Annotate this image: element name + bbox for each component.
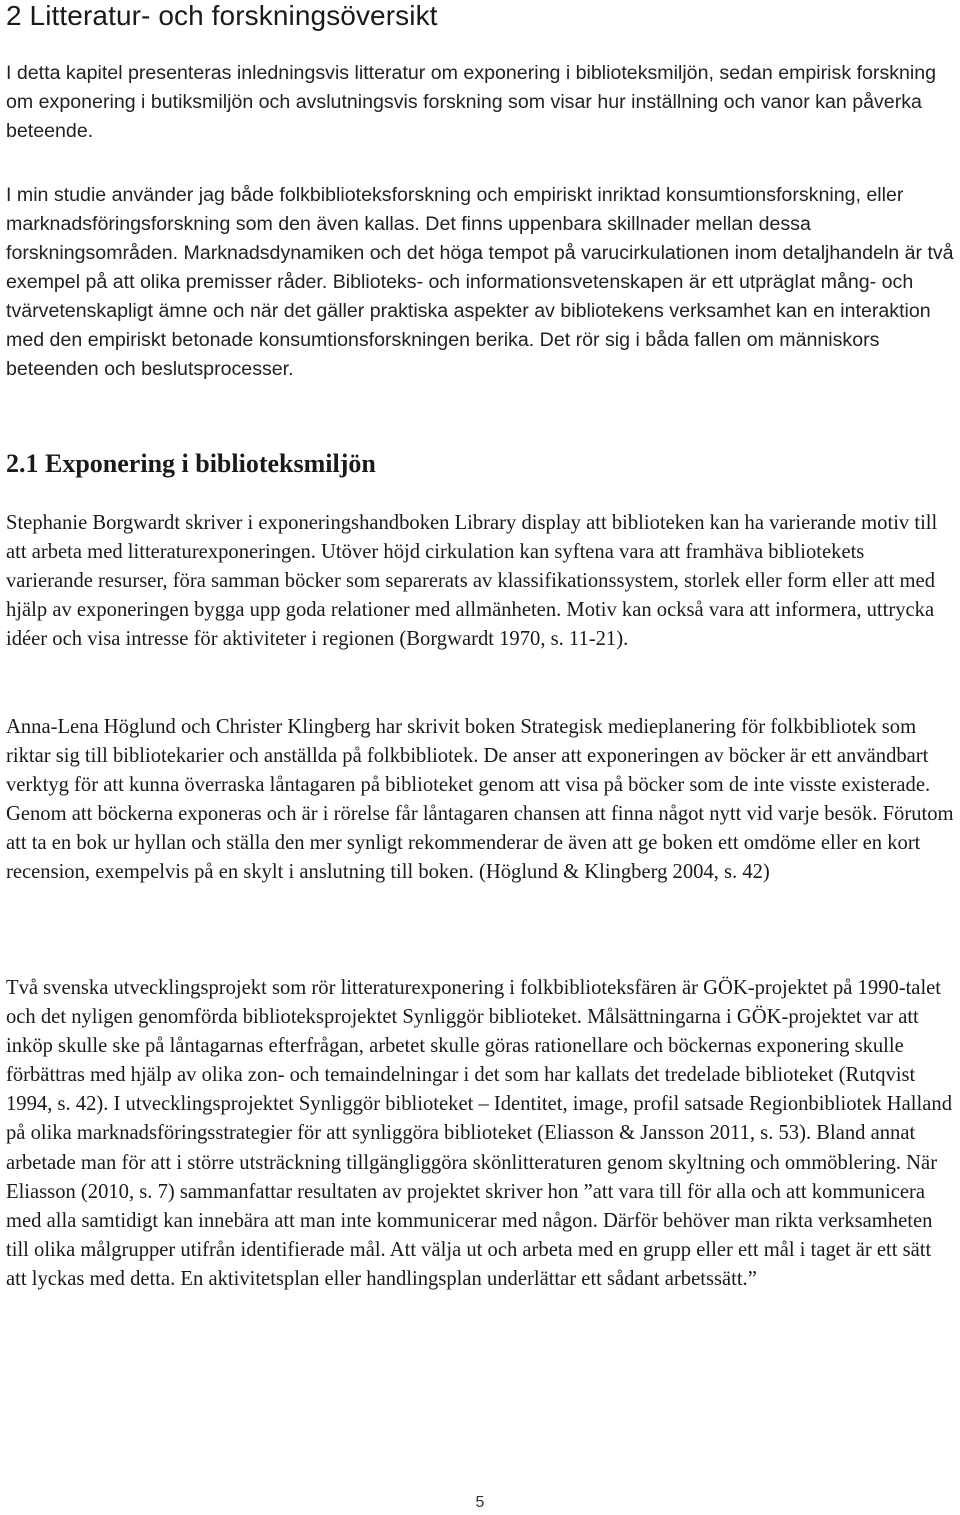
section-title: 2.1 Exponering i biblioteksmiljön xyxy=(6,449,376,478)
section-paragraph-1: Stephanie Borgwardt skriver i exponeringshandboken Library display att biblioteken kan ha varierande motiv till att arbeta med litteraturexponeringen. Utöver höjd cirkulation kan syftena vara att framhäva bibliotekets varierande resurser, föra samman böcker som separerats av klassifikationssystem, storlek eller form eller att med hjälp av exponeringen bygga upp goda relationer med allmänheten. Motiv kan också vara att informera, uttrycka idéer och visa intresse för aktiviteter i regionen (Borgwardt 1970, s. 11-21). xyxy=(6,512,938,651)
intro-paragraph-2: I min studie använder jag både folkbiblioteksforskning och empiriskt inriktad konsumtionsforskning, eller marknadsföringsforskning som den även kallas. Det finns uppenbara skillnader mellan dessa forskningsområden. Marknadsdynamiken och det höga tempot på varucirkulationen inom detaljhandeln är två exempel på att olika premisser råder. Biblioteks- och informationsvetenskapen är ett utpräglat mång- och tvärvetenskapligt ämne och när det gäller praktiska aspekter av bibliotekens verksamhet kan en interaktion med den empiriskt betonade konsumtionsforskningen berika. Det rör sig i båda fallen om människors beteenden och beslutsprocesser. xyxy=(6,184,954,380)
section-paragraph-2: Anna-Lena Höglund och Christer Klingberg har skrivit boken Strategisk medieplanering för folkbibliotek som riktar sig till bibliotekarier och anställda på folkbibliotek. De anser att exponeringen av böcker är ett användbart verktyg för att kunna överraska låntagaren på biblioteket genom att visa på böcker som de inte visste existerade. Genom att böckerna exponeras och är i rörelse får låntagaren chansen att finna något nytt vid varje besök. Förutom att ta en bok ur hyllan och ställa den mer synligt rekommenderar de även att ge boken ett omdöme eller en kort recension, exempelvis på en skylt i anslutning till boken. (Höglund & Klingberg 2004, s. 42) xyxy=(6,716,954,884)
section-paragraph-3: Två svenska utvecklingsprojekt som rör litteraturexponering i folkbiblioteksfären är GÖK-projektet på 1990-talet och det nyligen genomförda biblioteksprojektet Synliggör biblioteket. Målsättningarna i GÖK-projektet var att inköp skulle ske på låntagarnas efterfrågan, arbetet skulle göras rationellare och böckernas exponering skulle förbättras med hjälp av olika zon- och temaindelningar i det som har kallats det tredelade biblioteket (Rutqvist 1994, s. 42). I utvecklingsprojektet Synliggör biblioteket – Identitet, image, profil satsade Regionbibliotek Halland på olika marknadsföringsstrategier för att synliggöra biblioteket (Eliasson & Jansson 2011, s. 53). Bland annat arbetade man för att i större utsträckning tillgängliggöra skönlitteraturen genom skyltning och ommöblering. När Eliasson (2010, s. 7) sammanfattar resultaten av projektet skriver hon ”att vara till för alla och att kommunicera med alla samtidigt kan innebära att man inte kommunicerar med någon. Därför behöver man rikta verksamheten till olika målgrupper utifrån identifierade mål. Att välja ut och arbeta med en grupp eller ett mål i taget är ett sätt att lyckas med detta. En aktivitetsplan eller handlingsplan underlättar ett sådant arbetssätt.” xyxy=(6,977,952,1290)
intro-paragraph-1: I detta kapitel presenteras inledningsvis litteratur om exponering i biblioteksmiljön, sedan empirisk forskning om exponering i butiksmiljön och avslutningsvis forskning som visar hur inställning och vanor kan påverka beteende. xyxy=(6,62,937,142)
chapter-title: 2 Litteratur- och forskningsöversikt xyxy=(6,0,438,31)
page-number: 5 xyxy=(475,1494,485,1511)
